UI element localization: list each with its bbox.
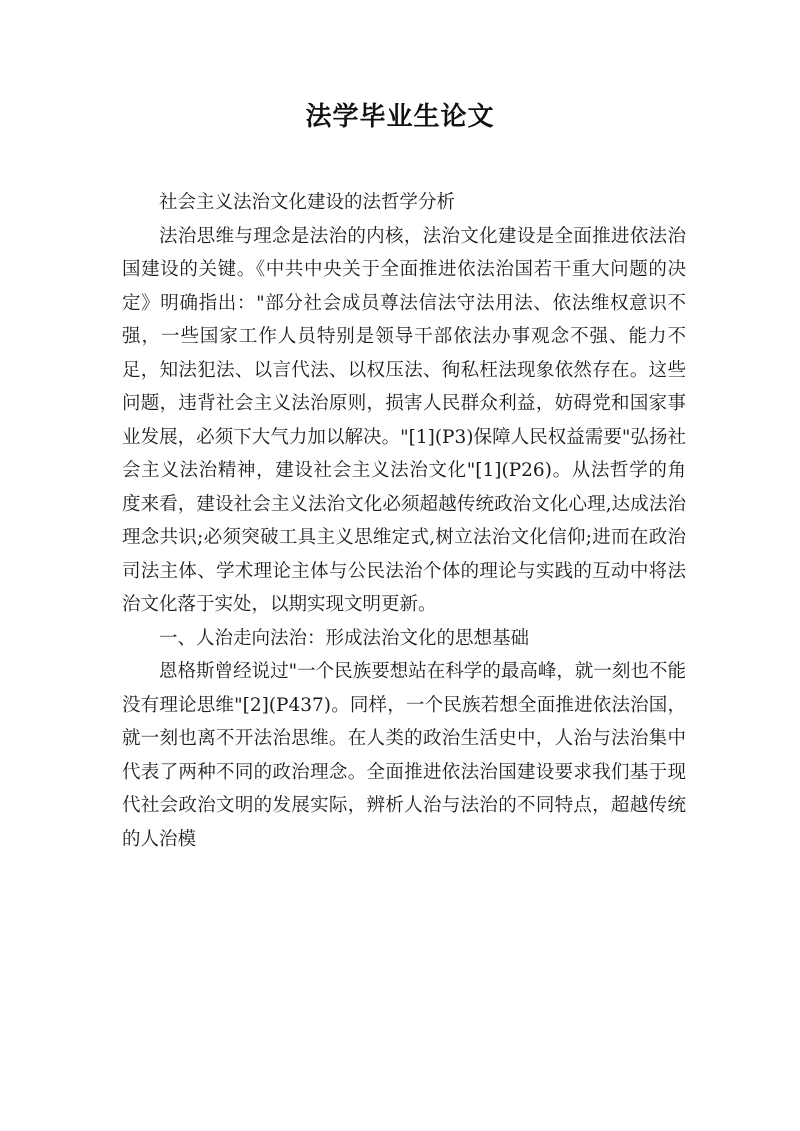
document-body: [122, 186, 686, 856]
paragraph-intro: 法治思维与理念是法治的内核，法治文化建设是全面推进依法治国建设的关键。《中共中央关于全面推进依法治国若干重大问题的决定》明确指出："部分社会成员尊法信法守法用法、依法维权意识不强，一些国家工作人员特别是领导干部依法办事观念不强、能力不足，知法犯法、以言代法、以权压法、徇私枉法现象依然存在。这些问题，违背社会主义法治原则，损害人民群众利益，妨碍党和国家事业发展，必须下大气力加以解决。"[1](P3)保障人民权益需要"弘扬社会主义法治精神，建设社会主义法治文化"[1](P26)。从法哲学的角度来看，建设社会主义法治文化必须超越传统政治文化心理,达成法治理念共识;必须突破工具主义思维定式,树立法治文化信仰;进而在政治司法主体、学术理论主体与公民法治个体的理论与实践的互动中将法治文化落于实处，以期实现文明更新。: [122, 225, 686, 615]
document-title: 法学毕业生论文: [305, 102, 495, 132]
paragraph-subtitle: 社会主义法治文化建设的法哲学分析: [159, 192, 456, 213]
paragraph-section-one: 恩格斯曾经说过"一个民族要想站在科学的最高峰，就一刻也不能没有理论思维"[2](P437)。同样，一个民族若想全面推进依法治国，就一刻也离不开法治思维。在人类的政治生活史中，人治与法治集中代表了两种不同的政治理念。全面推进依法治国建设要求我们基于现代社会政治文明的发展实际，辨析人治与法治的不同特点，超越传统的人治模: [122, 661, 686, 850]
section-heading: 一、人治走向法治：形成法治文化的思想基础: [159, 627, 530, 649]
